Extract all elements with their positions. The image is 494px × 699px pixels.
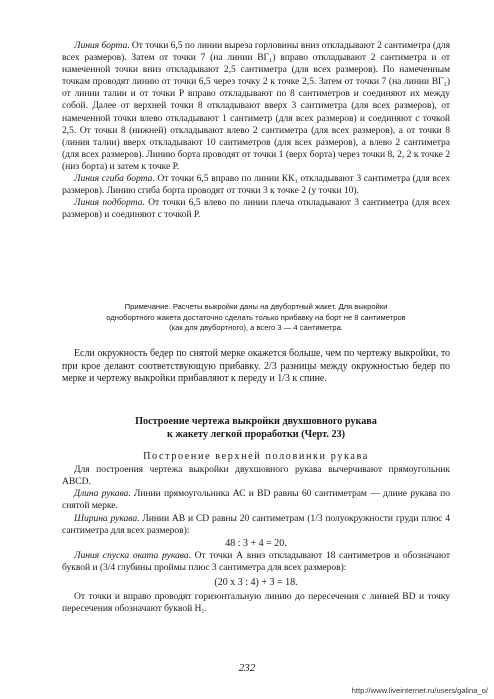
note-line-1: Примечание. Расчеты выкройки даны на двубортный жакет. Для выкройки: [124, 302, 388, 311]
formula-sleeve-width: 48 : 3 + 4 = 20.: [225, 537, 287, 549]
sleeve-section: [62, 416, 450, 615]
text-fold-line: . От точки 6,5 вправо по линии КК₁ откладывают 3 сантиметра (для всех размеров). Линию сгиба борта проводят от точки 3 к точке 2 (у точки 10).: [62, 173, 451, 197]
construction-text-block: [62, 40, 450, 221]
paragraph-front-edge-line: [62, 40, 450, 173]
paragraph-cap-drop: [62, 550, 450, 574]
text-sleeve-length: . Линии прямоугольника АС и ВD равны 60 сантиметрам — длине рукава по снятой мерке.: [62, 488, 450, 512]
term-facing-line: Линия подборта: [74, 197, 143, 209]
term-front-edge-line: Линия борта: [74, 40, 128, 51]
paragraph-rectangle: Для построения чертежа выкройки двухшовного рукава вычерчивают прямоугольник АВСD.: [62, 464, 450, 488]
source-url-watermark: http://www.liveinternet.ru/users/galina_o/: [351, 686, 488, 695]
subsection-heading: Построение верхней половинки рукава: [143, 451, 369, 463]
text-facing-line: . От точки 6,5 влево по линии плеча откладывают 3 сантиметра (для всех размеров) и соединяют с точкой Р.: [62, 197, 450, 221]
term-fold-line: Линия сгиба борта: [74, 173, 153, 185]
note-line-2: однобортного жакета достаточно сделать только прибавку на борт не 8 сантиметров: [106, 312, 406, 322]
section-heading-line-1: Построение чертежа выкройки двухшовного рукава: [135, 416, 377, 427]
text-cap-drop: . От точки А вниз откладывают 18 сантиметров и обозначают буквой и (3/4 глубины проймы плюс 3 сантиметра для всех размеров):: [62, 549, 450, 573]
paragraph-sleeve-width: [62, 513, 450, 537]
paragraph-facing-line: [62, 197, 450, 221]
text-sleeve-width: . Линии АВ и СD равны 20 сантиметрам (1/3 полуокружности груди плюс 4 сантиметра для всех размеров):: [62, 512, 450, 536]
text-front-edge-line: . От точки 6,5 по линии выреза горловины вниз откладывают 2 сантиметра (для всех размеров). Затем от точки 7 (на линии ВГ₁) вправо откладывают 2 сантиметра и от намеченной точки вниз откладывают 2,5 сантиметра (для всех размеров). По намеченным точкам проводят линию от точки 6,5 через точку 2 к точке 2,5. Затем от точки 7 (на линии ВГ₁) от линии талии и от точки Р вправо откладывают по 8 сантиметров и соединяют их между собой. Далее от верхней точки 8 откладывают вверх 3 сантиметра (для всех размеров), от намеченной точки влево откладывают 1 сантиметр (для всех размеров) и соединяют с точкой 2,5. От точки 8 (нижней) откладывают влево 2 сантиметра (для всех размеров), а от точки 8 (линия талии) вверх откладывают 10 сантиметров (для всех размеров), а влево 2 сантиметра (для всех размеров). Линию борта проводят от точки 1 (верх борта) через точки 8, 2, 2 к точке 2 (низ борта) и затем к точке Р.: [62, 40, 450, 172]
term-cap-drop: Линия спуска оката рукава: [74, 549, 189, 561]
page-number: 232: [238, 662, 256, 674]
term-sleeve-length: Длина рукава: [74, 488, 129, 500]
term-sleeve-width: Ширина рукава: [74, 512, 138, 524]
paragraph-sleeve-length: [62, 488, 450, 512]
note-line-3: (как для двубортного), а всего 3 — 4 сантиметра.: [169, 323, 343, 333]
paragraph-horizontal-line: От точки и вправо проводят горизонтальную линию до пересечения с линией ВD и точку пересечения обозначают буквой Н₁.: [62, 590, 450, 615]
paragraph-hip-adjustment: Если окружность бедер по снятой мерке окажется больше, чем по чертежу выкройки, то при крое делают соответствующую прибавку. 2/3 разницы между окружностью бедер по мерке и чертежу выкройки прибавляют к переду и 1/3 к спине.: [62, 348, 450, 385]
formula-cap-drop: (20 х 3 : 4) + 3 = 18.: [214, 576, 298, 588]
hip-adjustment-block: [62, 348, 450, 386]
section-heading-line-2: к жакету легкой проработки (Черт. 23): [166, 428, 346, 440]
paragraph-fold-line: [62, 173, 450, 197]
note-block: [72, 302, 440, 334]
